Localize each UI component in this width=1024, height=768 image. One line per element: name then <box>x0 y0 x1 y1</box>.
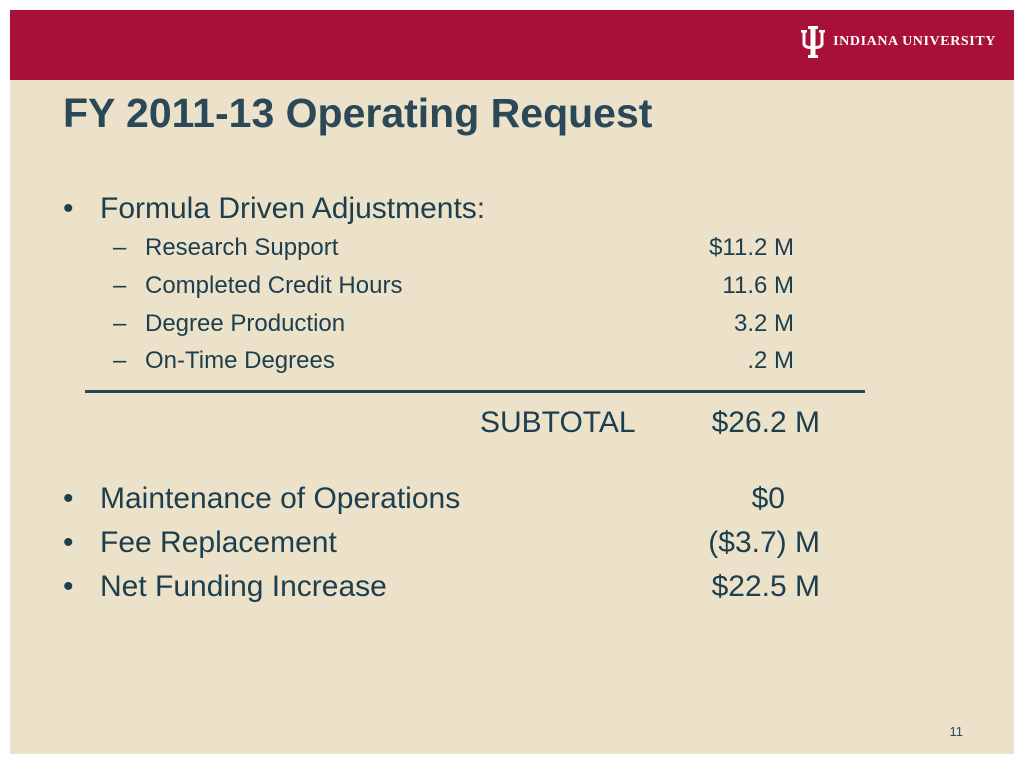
bullet-label: Net Funding Increase <box>100 570 387 603</box>
bullet-value: $0 <box>751 482 785 515</box>
bullet-value: $22.5 M <box>711 570 820 603</box>
sub-item-label: Completed Credit Hours <box>145 272 403 299</box>
sub-item-label: Research Support <box>145 234 339 261</box>
sub-item-value: 11.6 M <box>722 272 794 299</box>
bullet-label: Fee Replacement <box>100 526 337 559</box>
subtotal-divider <box>85 390 865 393</box>
sub-marker: – <box>113 310 127 337</box>
subtotal-value: $26.2 M <box>711 406 820 439</box>
header-banner <box>10 10 1014 80</box>
sub-item-value: .2 M <box>747 347 794 374</box>
bullet-label: Maintenance of Operations <box>100 482 461 515</box>
trident-icon <box>801 26 825 58</box>
sub-marker: – <box>113 234 127 261</box>
slide <box>10 10 1014 754</box>
sub-item-value: 3.2 M <box>733 310 794 337</box>
sub-item-label: On-Time Degrees <box>145 347 335 374</box>
bullet-marker: • <box>63 482 74 515</box>
bullet-value: ($3.7) M <box>708 526 820 559</box>
bullet-marker: • <box>63 192 74 225</box>
sub-marker: – <box>113 347 127 374</box>
bullet-marker: • <box>63 526 74 559</box>
page-number: 11 <box>949 724 963 739</box>
sub-item-value: $11.2 M <box>709 234 794 261</box>
bullet-label: Formula Driven Adjustments: <box>100 192 486 225</box>
slide-title: FY 2011-13 Operating Request <box>63 90 653 136</box>
subtotal-label: SUBTOTAL <box>480 406 636 439</box>
university-name: INDIANA UNIVERSITY <box>833 34 996 49</box>
bullet-marker: • <box>63 570 74 603</box>
sub-marker: – <box>113 272 127 299</box>
sub-item-label: Degree Production <box>145 310 346 337</box>
university-logo <box>801 26 996 58</box>
